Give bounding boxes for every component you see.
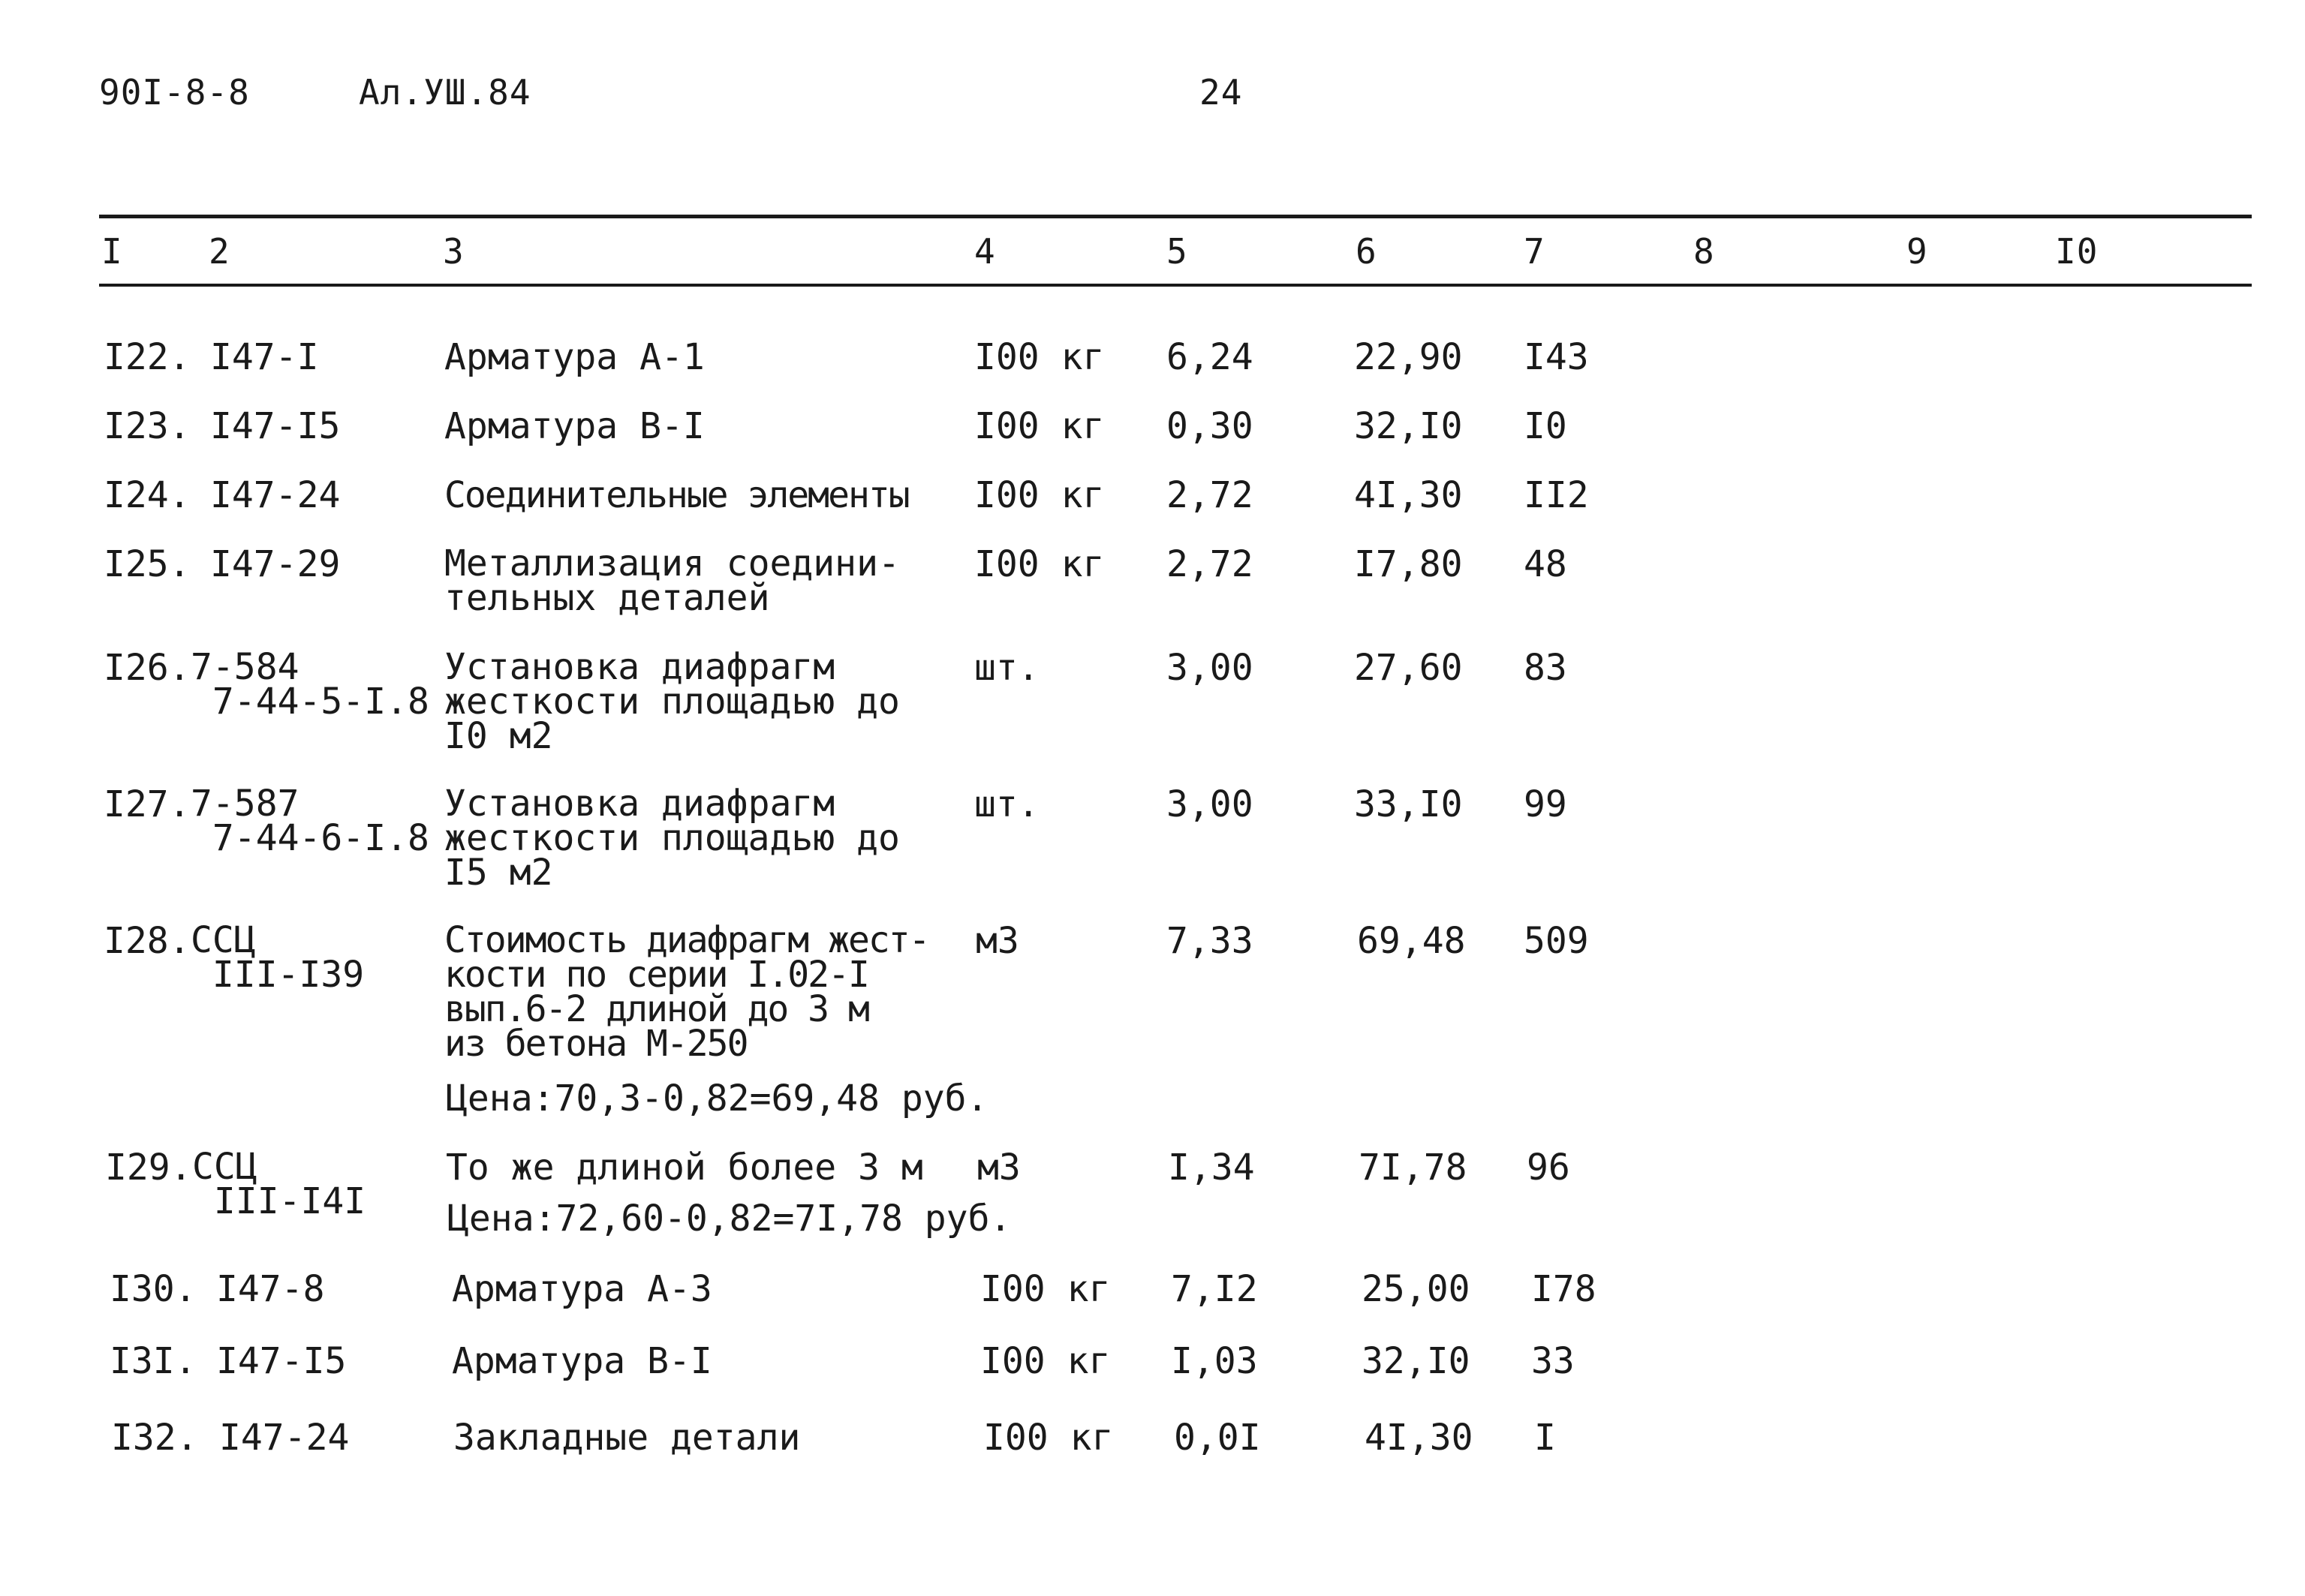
unit-price: 27,60 xyxy=(1354,647,1463,689)
row-number: I25. xyxy=(104,543,191,585)
row-number: I3I. xyxy=(110,1340,197,1382)
unit-price: 33,I0 xyxy=(1354,783,1463,825)
quantity: 3,00 xyxy=(1166,783,1253,825)
quantity: 0,30 xyxy=(1166,405,1253,447)
unit: I00 кг xyxy=(974,474,1105,516)
rate-code: ССЦ III-I39 xyxy=(191,919,365,996)
total-cost: 99 xyxy=(1524,783,1567,825)
column-header: 4 xyxy=(974,231,996,272)
row-number: I26. xyxy=(104,647,191,689)
item-name: То же длиной более 3 м xyxy=(446,1147,923,1189)
total-cost: I xyxy=(1534,1417,1556,1459)
unit-price: 7I,78 xyxy=(1359,1147,1467,1189)
unit: I00 кг xyxy=(974,336,1105,378)
row-number: I24. xyxy=(104,474,191,516)
total-cost: 83 xyxy=(1524,647,1567,689)
table-header-rule xyxy=(99,284,2252,287)
row-number: I32. xyxy=(111,1417,198,1459)
rate-code: I47-I xyxy=(210,336,319,378)
unit: I00 кг xyxy=(974,543,1105,585)
unit-price: 69,48 xyxy=(1357,920,1466,962)
quantity: 2,72 xyxy=(1166,543,1253,585)
rate-code: I47-I5 xyxy=(210,405,341,447)
row-number: I30. xyxy=(110,1268,197,1310)
item-name: Установка диафрагм жесткости площадью до I0 м2 xyxy=(444,646,900,757)
item-name: Арматура В-I xyxy=(444,405,705,447)
unit: I00 кг xyxy=(983,1417,1114,1459)
item-name: Арматура А-3 xyxy=(452,1268,712,1310)
item-name: Металлизация соедини- тельных деталей xyxy=(444,543,900,619)
item-name: Стоимость диафрагм жест- кости по серии I.02-I вып.6-2 длиной до 3 м из бетона М-250 xyxy=(444,919,929,1065)
price-note: Цена:70,3-0,82=69,48 руб. xyxy=(446,1078,989,1120)
quantity: 6,24 xyxy=(1166,336,1253,378)
rate-code: I47-I5 xyxy=(216,1340,347,1382)
rate-code: I47-24 xyxy=(210,474,341,516)
quantity: 0,0I xyxy=(1174,1417,1261,1459)
column-header: I0 xyxy=(2055,231,2099,272)
unit: шт. xyxy=(974,783,1040,825)
total-cost: I0 xyxy=(1524,405,1567,447)
total-cost: 48 xyxy=(1524,543,1567,585)
unit-price: 4I,30 xyxy=(1365,1417,1473,1459)
column-header: I xyxy=(101,231,123,272)
column-header: 7 xyxy=(1524,231,1545,272)
unit-price: 22,90 xyxy=(1354,336,1463,378)
column-header: 9 xyxy=(1906,231,1928,272)
unit: м3 xyxy=(977,1147,1021,1189)
rate-code: ССЦ III-I4I xyxy=(192,1146,366,1222)
rate-code: I47-29 xyxy=(210,543,341,585)
total-cost: 509 xyxy=(1524,920,1589,962)
row-number: I27. xyxy=(104,783,191,825)
quantity: I,34 xyxy=(1168,1147,1255,1189)
rate-code: 7-584 7-44-5-I.8 xyxy=(191,646,429,723)
item-name: Закладные детали xyxy=(453,1417,801,1459)
table-top-rule xyxy=(99,215,2252,218)
unit: шт. xyxy=(974,647,1040,689)
unit-price: 4I,30 xyxy=(1354,474,1463,516)
unit: I00 кг xyxy=(980,1340,1111,1382)
document-code: 90I-8-8 xyxy=(99,72,250,113)
column-header: 5 xyxy=(1166,231,1188,272)
row-number: I22. xyxy=(104,336,191,378)
total-cost: 96 xyxy=(1527,1147,1570,1189)
album-code: Ал.УШ.84 xyxy=(359,72,531,113)
unit: I00 кг xyxy=(980,1268,1111,1310)
quantity: 2,72 xyxy=(1166,474,1253,516)
quantity: I,03 xyxy=(1171,1340,1258,1382)
item-name: Арматура А-1 xyxy=(444,336,705,378)
column-header: 6 xyxy=(1356,231,1377,272)
unit: I00 кг xyxy=(974,405,1105,447)
rate-code: I47-8 xyxy=(216,1268,325,1310)
item-name: Установка диафрагм жесткости площадью до I5 м2 xyxy=(444,783,900,894)
row-number: I23. xyxy=(104,405,191,447)
page-number: 24 xyxy=(1199,72,1243,113)
item-name: Соединительные элементы xyxy=(444,474,909,516)
item-name: Арматура В-I xyxy=(452,1340,712,1382)
column-header: 2 xyxy=(209,231,230,272)
total-cost: II2 xyxy=(1524,474,1589,516)
row-number: I29. xyxy=(105,1147,192,1189)
unit-price: 25,00 xyxy=(1362,1268,1470,1310)
row-number: I28. xyxy=(104,920,191,962)
column-header: 8 xyxy=(1693,231,1715,272)
total-cost: I78 xyxy=(1531,1268,1596,1310)
unit: м3 xyxy=(976,920,1019,962)
price-note: Цена:72,60-0,82=7I,78 руб. xyxy=(447,1198,1012,1240)
unit-price: 32,I0 xyxy=(1354,405,1463,447)
rate-code: 7-587 7-44-6-I.8 xyxy=(191,783,429,859)
quantity: 7,I2 xyxy=(1171,1268,1258,1310)
rate-code: I47-24 xyxy=(219,1417,350,1459)
quantity: 3,00 xyxy=(1166,647,1253,689)
quantity: 7,33 xyxy=(1166,920,1253,962)
total-cost: 33 xyxy=(1531,1340,1575,1382)
unit-price: I7,80 xyxy=(1354,543,1463,585)
unit-price: 32,I0 xyxy=(1362,1340,1470,1382)
total-cost: I43 xyxy=(1524,336,1589,378)
column-header: 3 xyxy=(443,231,465,272)
